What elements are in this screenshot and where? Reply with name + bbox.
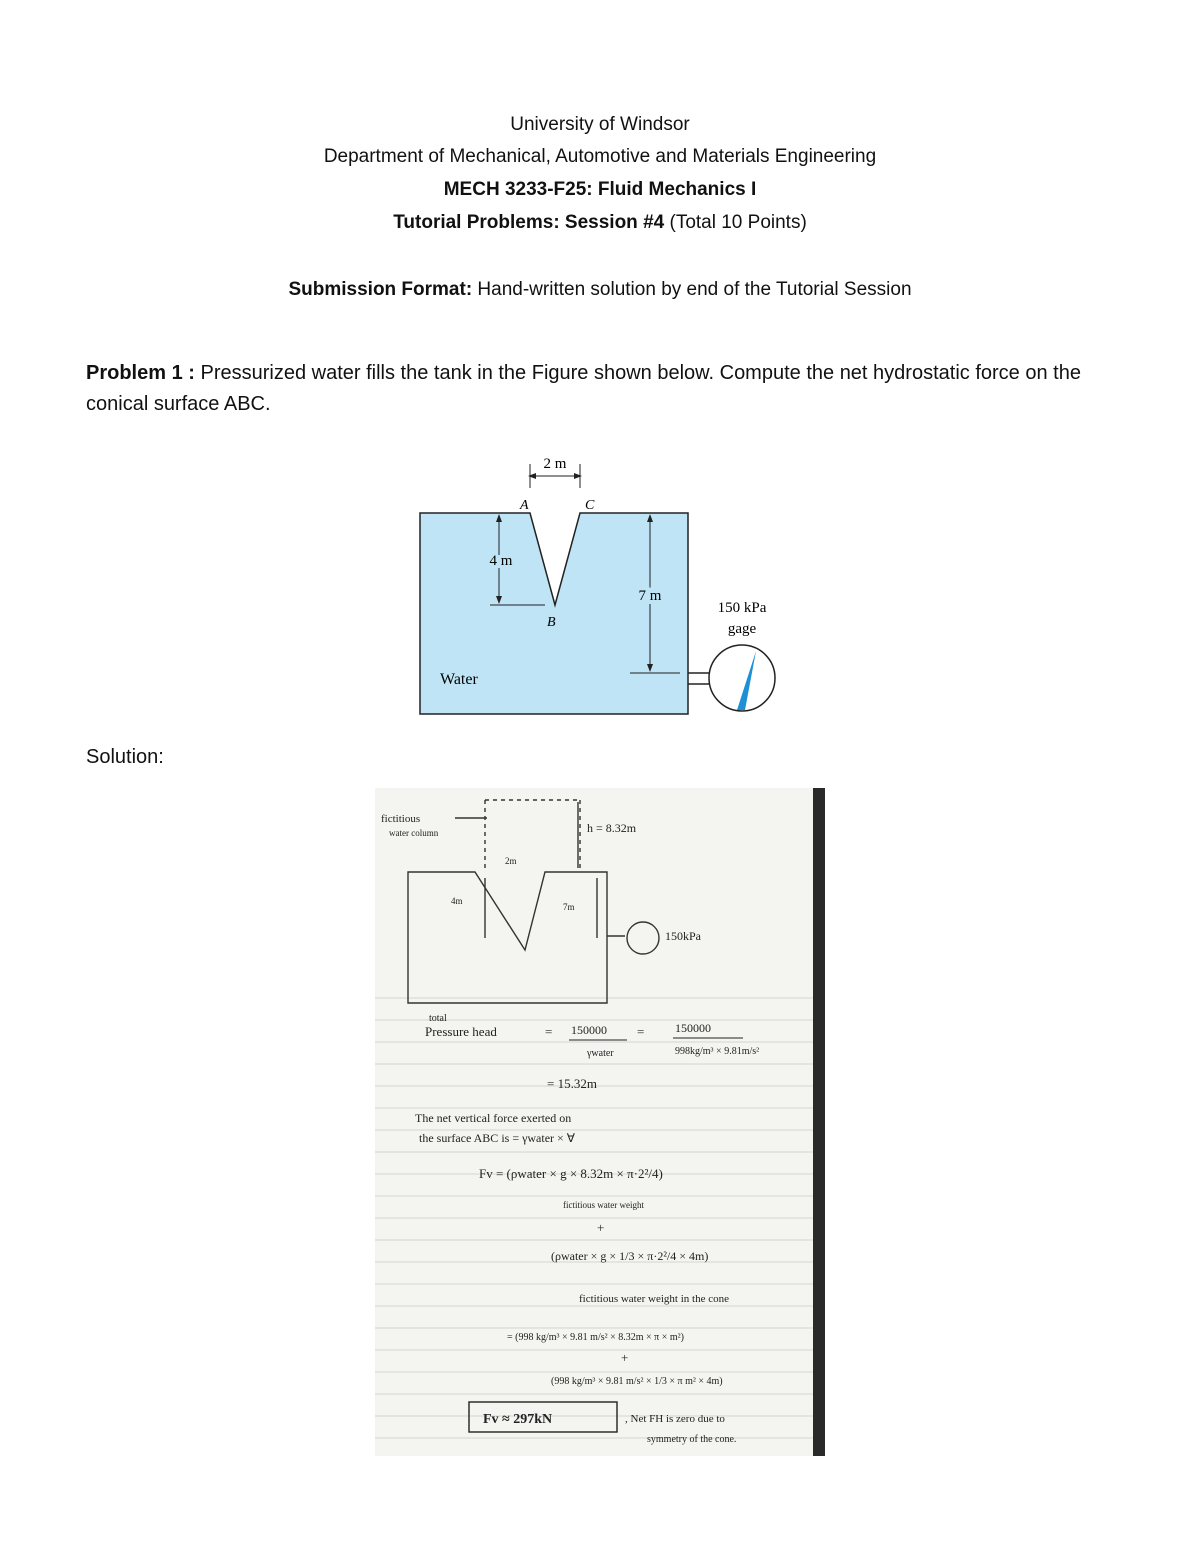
tutorial-points: (Total 10 Points)	[664, 212, 807, 233]
submission-label: Submission Format:	[288, 279, 473, 300]
tank-figure	[410, 448, 790, 720]
point-a-label: A	[520, 498, 529, 513]
point-b-label: B	[547, 615, 556, 630]
hw-answer: Fv ≈ 297kN	[483, 1412, 553, 1427]
hw-cone-term: (ρwater × g × 1/3 × π·2²/4 × 4m)	[551, 1249, 709, 1263]
svg-text:=: =	[545, 1024, 553, 1039]
hw-plus-2: +	[621, 1350, 629, 1365]
hw-plus-1: +	[597, 1220, 605, 1235]
tutorial-title: Tutorial Problems: Session #4	[393, 212, 665, 233]
hw-total: total	[429, 1013, 447, 1024]
cone-depth-label: 4 m	[489, 553, 513, 569]
hw-4m: 4m	[451, 896, 463, 906]
hw-conclusion-1: , Net FH is zero due to	[625, 1413, 725, 1425]
hw-150kpa: 150kPa	[665, 929, 701, 943]
hw-pressure-head: Pressure head	[425, 1024, 497, 1039]
hw-cone-caption: fictitious water weight in the cone	[579, 1293, 729, 1305]
problem-text: Pressurized water fills the tank in the Figure shown below. Compute the net hydrostatic force on the conical surface ABC.	[86, 362, 1081, 415]
top-width-label: 2 m	[543, 456, 567, 472]
handwritten-solution-photo	[375, 788, 825, 1456]
hw-ph-result: = 15.32m	[547, 1076, 597, 1091]
university-name: University of Windsor	[510, 114, 690, 135]
hw-ph-den2: 998kg/m³ × 9.81m/s²	[675, 1046, 760, 1057]
hw-ph-num: 150000	[571, 1023, 607, 1037]
hw-sub-2: (998 kg/m³ × 9.81 m/s² × 1/3 × π m² × 4m)	[551, 1376, 723, 1387]
hw-h: h = 8.32m	[587, 821, 637, 835]
hw-conclusion-2: symmetry of the cone.	[647, 1434, 737, 1445]
fluid-label: Water	[440, 671, 478, 688]
hw-ph-num2: 150000	[675, 1021, 711, 1035]
hw-sub-1: = (998 kg/m³ × 9.81 m/s² × 8.32m × π × m²)	[507, 1332, 684, 1343]
tank-depth-label: 7 m	[638, 588, 662, 604]
tutorial-line	[0, 212, 1200, 234]
hw-fv-eq: Fv = (ρwater × g × 8.32m × π·2²/4)	[479, 1166, 663, 1181]
hw-2m: 2m	[505, 856, 517, 866]
hw-ph-den: γwater	[587, 1048, 614, 1059]
hw-fictitious-weight: fictitious water weight	[563, 1200, 644, 1210]
gage-label: gage	[727, 621, 757, 637]
hw-water-column: water column	[389, 828, 439, 838]
svg-text:=: =	[637, 1024, 645, 1039]
hw-7m: 7m	[563, 902, 575, 912]
department-name: Department of Mechanical, Automotive and Materials Engineering	[323, 146, 877, 167]
point-c-label: C	[585, 498, 595, 513]
submission-line	[0, 279, 1200, 301]
course-title: MECH 3233-F25: Fluid Mechanics I	[443, 179, 757, 200]
hw-net-vertical-1: The net vertical force exerted on	[415, 1111, 572, 1125]
hw-net-vertical-2: the surface ABC is = γwater × ∀	[419, 1131, 576, 1145]
solution-label: Solution:	[86, 746, 164, 768]
problem-label: Problem 1 :	[86, 362, 195, 384]
problem-statement	[86, 358, 1116, 420]
submission-text: Hand-written solution by end of the Tutorial Session	[472, 279, 912, 300]
gage-reading-label: 150 kPa	[717, 600, 767, 616]
hw-fictitious: fictitious	[381, 813, 421, 825]
